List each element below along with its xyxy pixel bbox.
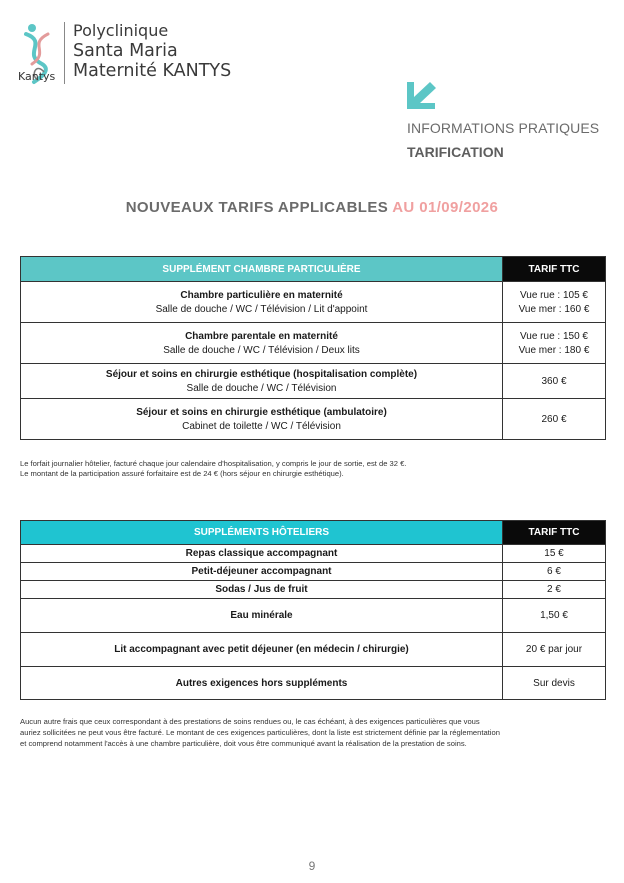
section-title: INFORMATIONS PRATIQUES: [407, 120, 600, 136]
table-row: [21, 323, 606, 364]
row-price: Sur devis: [503, 667, 606, 700]
row-price: 1,50 €: [503, 599, 606, 633]
price-street-view: Vue rue : 150 €: [519, 330, 588, 342]
row-price: 2 €: [503, 581, 606, 599]
room-notes: [20, 459, 406, 479]
legal-notes: [20, 716, 500, 749]
row-detail: Cabinet de toilette / WC / Télévision: [182, 420, 341, 432]
note-line: Le forfait journalier hôtelier, facturé chaque jour calendaire d'hospitalisation, y compris le jour de sortie, est de 32 €.: [20, 459, 407, 468]
note-line: auriez sollicitées ne peut vous être facturé. Le montant de ces exigences particulières, dont la liste est strictement définie par la réglementation: [20, 728, 500, 737]
row-detail: Salle de douche / WC / Télévision / Lit d'appoint: [155, 303, 368, 315]
page-headline: [0, 199, 624, 216]
row-label: Petit-déjeuner accompagnant: [21, 563, 503, 581]
table-row: [21, 599, 606, 633]
row-price: 260 €: [503, 399, 606, 440]
note-line: et comprend notamment l'accès à une chambre particulière, doit vous être communiqué avant la réalisation de la prestation de soins.: [20, 739, 467, 748]
row-label: Autres exigences hors suppléments: [21, 667, 503, 700]
table-row: [21, 545, 606, 563]
hotel-supplement-header: SUPPLÉMENTS HÔTELIERS: [21, 521, 503, 545]
row-label: Sodas / Jus de fruit: [21, 581, 503, 599]
hotel-supplement-table: [20, 520, 606, 700]
row-price: 20 € par jour: [503, 633, 606, 667]
row-title: Chambre particulière en maternité: [180, 289, 343, 301]
arrow-down-left-icon: [405, 80, 437, 110]
row-title: Séjour et soins en chirurgie esthétique (hospitalisation complète): [105, 368, 418, 380]
note-line: Le montant de la participation assuré forfaitaire est de 24 € (hors séjour en chirurgie esthétique).: [20, 469, 344, 478]
price-sea-view: Vue mer : 160 €: [518, 303, 590, 315]
table-row: [21, 364, 606, 399]
price-sea-view: Vue mer : 180 €: [518, 344, 590, 356]
row-label: Lit accompagnant avec petit déjeuner (en médecin / chirurgie): [21, 633, 503, 667]
table-row: [21, 399, 606, 440]
table-row: [21, 282, 606, 323]
logo-wordmark: Kantys: [18, 70, 56, 83]
subsection-title: TARIFICATION: [407, 144, 504, 160]
page-number: 9: [308, 859, 316, 873]
brand-line-3: Maternité KANTYS: [73, 61, 232, 81]
brand-name: [73, 21, 231, 81]
note-line: Aucun autre frais que ceux correspondant à des prestations de soins rendues ou, le cas échéant, à des exigences particulières que vous: [20, 717, 480, 726]
table-row: [21, 563, 606, 581]
row-detail: Salle de douche / WC / Télévision / Deux lits: [163, 344, 360, 356]
row-label: Repas classique accompagnant: [21, 545, 503, 563]
row-label: Eau minérale: [21, 599, 503, 633]
headline-date: AU 01/09/2026: [392, 199, 499, 216]
brand-line-1: Polyclinique: [73, 21, 169, 40]
table-row: [21, 633, 606, 667]
price-street-view: Vue rue : 105 €: [519, 289, 588, 301]
logo-divider: [64, 22, 65, 84]
row-price: 6 €: [503, 563, 606, 581]
brand-line-2: Santa Maria: [73, 41, 178, 61]
row-price: 360 €: [503, 364, 606, 399]
room-supplement-table: [20, 256, 606, 440]
table-header-row: [21, 257, 606, 282]
table-header-row: [21, 521, 606, 545]
price-header: TARIF TTC: [503, 521, 606, 545]
headline-text: NOUVEAUX TARIFS APPLICABLES: [125, 199, 389, 216]
price-header: TARIF TTC: [503, 257, 606, 282]
row-price: 15 €: [503, 545, 606, 563]
row-title: Chambre parentale en maternité: [185, 330, 338, 342]
row-detail: Salle de douche / WC / Télévision: [186, 382, 337, 394]
room-supplement-header: SUPPLÉMENT CHAMBRE PARTICULIÈRE: [21, 257, 503, 282]
table-row: [21, 667, 606, 700]
row-title: Séjour et soins en chirurgie esthétique (ambulatoire): [136, 406, 387, 418]
table-row: [21, 581, 606, 599]
